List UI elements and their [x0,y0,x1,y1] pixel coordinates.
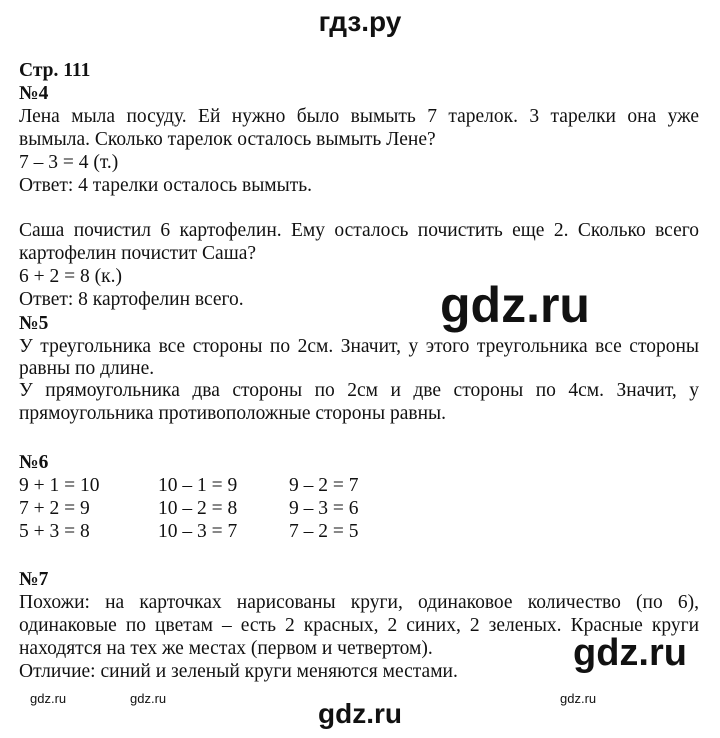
watermark-large: gdz.ru [440,277,590,333]
task7-line: находятся на тех же местах (первом и четвертом). [19,638,433,659]
task5-line: прямоугольника противоположные стороны равны. [19,403,446,424]
task5-line: равны по длине. [19,358,155,379]
page-label: Стр. 111 [19,60,91,81]
task5-line: У треугольника все стороны по 2см. Значит, у этого треугольника все стороны [19,336,699,357]
equation: 7 + 2 = 9 [19,498,90,519]
task5-title: №5 [19,313,49,334]
watermark-large: gdz.ru [573,632,687,674]
task4-answer: Ответ: 8 картофелин всего. [19,289,244,310]
task4-equation: 6 + 2 = 8 (к.) [19,266,122,287]
task7-line: Похожи: на карточках нарисованы круги, одинаковое количество (по 6), [19,592,699,613]
equation: 5 + 3 = 8 [19,521,90,542]
equation: 9 – 2 = 7 [289,475,359,496]
task4-line: картофелин почистит Саша? [19,243,257,264]
equation: 10 – 3 = 7 [158,521,238,542]
task7-line: Отличие: синий и зеленый круги меняются местами. [19,661,458,682]
equation: 9 – 3 = 6 [289,498,359,519]
equation: 10 – 2 = 8 [158,498,238,519]
equation: 10 – 1 = 9 [158,475,238,496]
task5-line: У прямоугольника два стороны по 2см и две стороны по 4см. Значит, у [19,380,699,401]
equation: 7 – 2 = 5 [289,521,359,542]
equation: 9 + 1 = 10 [19,475,100,496]
task4-equation: 7 – 3 = 4 (т.) [19,152,119,173]
task7-title: №7 [19,569,49,590]
watermark-bottom: gdz.ru [318,698,402,729]
task4-line: вымыла. Сколько тарелок осталось вымыть Лене? [19,129,436,150]
watermark-small: gdz.ru [30,691,67,706]
task4-title: №4 [19,83,49,104]
task7-line: одинаковые по цветам – есть 2 красных, 2 синих, 2 зеленых. Красные круги [19,615,699,636]
watermark-small: gdz.ru [130,691,167,706]
watermark-small: gdz.ru [560,691,597,706]
task6-title: №6 [19,452,49,473]
task4-line: Лена мыла посуду. Ей нужно было вымыть 7 тарелок. 3 тарелки она уже [19,106,699,127]
site-header-watermark: гдз.ру [318,6,402,37]
task4-line: Саша почистил 6 картофелин. Ему осталось почистить еще 2. Сколько всего [19,220,699,241]
task4-answer: Ответ: 4 тарелки осталось вымыть. [19,175,313,196]
